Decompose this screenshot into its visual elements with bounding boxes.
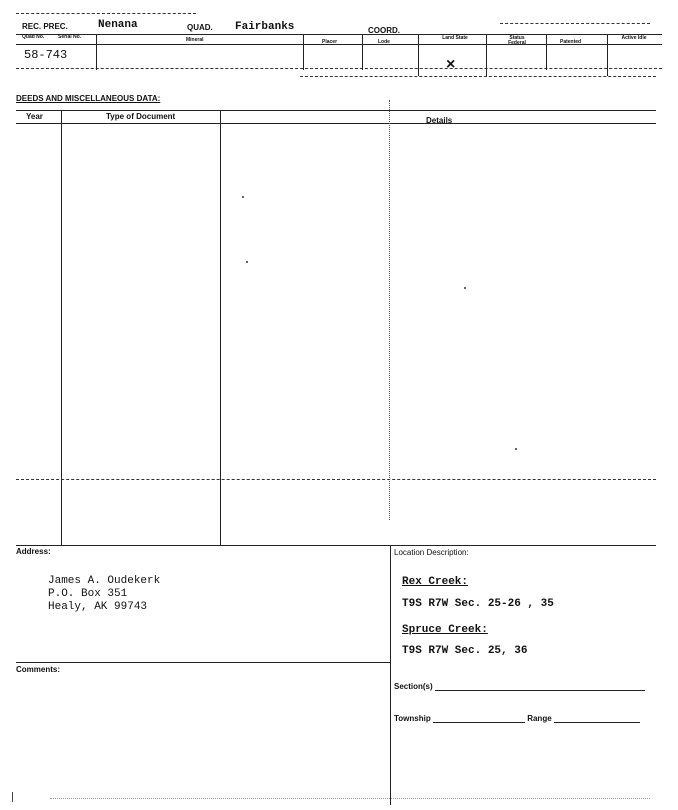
township-blank <box>433 721 525 723</box>
creek2-name: Spruce Creek: <box>402 624 488 636</box>
township-range-field <box>394 714 640 723</box>
section-blank <box>435 689 645 691</box>
comments-label: Comments: <box>16 665 61 674</box>
col-mineral: Mineral <box>186 37 204 43</box>
rec-prec-label: REC. PREC. <box>22 22 68 31</box>
col-serial-no: Serial No. <box>58 34 82 40</box>
address-lines: James A. Oudekerk P.O. Box 351 Healy, AK 99743 <box>48 575 161 613</box>
quad-label: QUAD. <box>187 23 213 32</box>
col-placer: Placer <box>322 39 338 45</box>
col-details: Details <box>426 116 453 125</box>
range-label: Range <box>527 714 552 723</box>
creek1-name: Rex Creek: <box>402 576 469 588</box>
col-lode: Lode <box>378 39 390 45</box>
col-type-of-document: Type of Document <box>106 112 176 121</box>
scan-edge-mark <box>12 792 13 802</box>
col-land-state: Land State <box>442 35 468 41</box>
range-blank <box>554 721 640 723</box>
rec-prec-value: Nenana <box>98 19 138 31</box>
coord-label: COORD. <box>368 26 400 35</box>
creek1-desc: T9S R7W Sec. 25-26 , 35 <box>402 598 554 610</box>
land-state-mark: × <box>446 56 456 73</box>
scan-edge-noise <box>50 798 650 799</box>
location-label: Location Description: <box>394 548 469 557</box>
section-label: Section(s) <box>394 682 433 691</box>
col-active-idle: Active Idle <box>621 35 647 41</box>
creek2-desc: T9S R7W Sec. 25, 36 <box>402 645 528 657</box>
quad-no-value: 58-743 <box>24 48 68 62</box>
col-year: Year <box>26 112 43 121</box>
col-quad-no: Quad No. <box>22 34 45 40</box>
quad-value: Fairbanks <box>235 21 295 33</box>
address-label: Address: <box>16 547 51 556</box>
section-field <box>394 682 645 691</box>
col-patented: Patented <box>560 39 582 45</box>
township-label: Township <box>394 714 431 723</box>
col-status-federal: Status Federal <box>508 35 526 46</box>
deeds-section-title: DEEDS AND MISCELLANEOUS DATA: <box>16 94 161 103</box>
